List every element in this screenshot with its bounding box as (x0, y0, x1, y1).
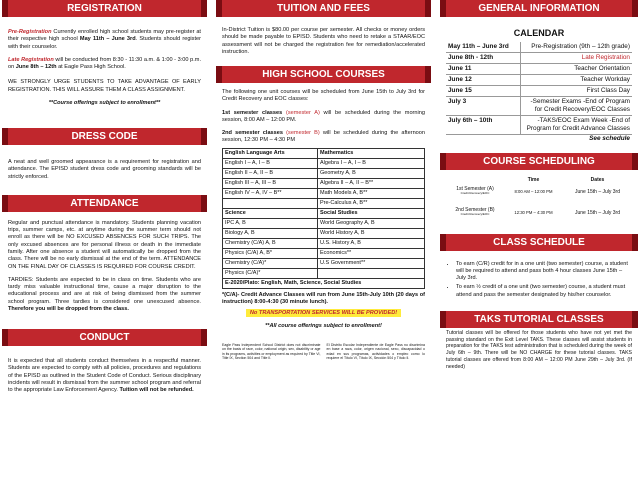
course-cell: Chemistry (C/A)* (223, 258, 318, 268)
attendance-header: ATTENDANCE (2, 195, 207, 212)
calendar-title: CALENDAR (513, 28, 565, 38)
conduct-header: CONDUCT (2, 329, 207, 346)
course-cell (223, 198, 318, 208)
course-cell: Chemistry (C/A) A, B (223, 238, 318, 248)
course-cell: English III – A, III – B (223, 178, 318, 188)
calendar-date: June 8th - 12th (446, 52, 520, 63)
table-row (223, 208, 425, 218)
early-registration-urge: WE STRONGLY URGE STUDENTS TO TAKE ADVANTAGE OF EARLY REGISTRATION. THIS WILL ASSURE THEM A CLASS ASSIGNMENT. (8, 79, 201, 93)
credit-advance-note: *(C/A)- Credit Advance Classes will run from June 15th-July 10th (20 days of instruction) 8:00-4:30 (30 minute lunch). (222, 291, 425, 305)
course-cell: English II – A, II – B (223, 168, 318, 178)
second-semester-text: 2nd semester classes (semester B) will be scheduled during the afternoon session, 12:30 PM – 4:30 PM (222, 130, 426, 144)
list-item: • To earn (C/R) credit for in a one unit (two semester) course, a student will be required to attend and pass both 4 hour classes June 15th – July 3rd. (456, 261, 632, 283)
schedule-row: 2nd Semester (B) Credit Recovery/EOC 12:30 PM – 4:30 PM June 15th – July 3rd (455, 206, 620, 217)
pre-registration-text: Pre-Registration Currently enrolled high school students may pre-register at their respective high school May 11th – June 3rd. Students should register with their counselor. (8, 29, 201, 50)
table-row (223, 188, 425, 198)
calendar-event: Late Registration (520, 52, 632, 63)
dress-code-header: DRESS CODE (2, 128, 207, 145)
course-cell: Social Studies (318, 208, 425, 218)
registration-header: REGISTRATION (2, 0, 207, 17)
offerings-note: **Course offerings subject to enrollment** (48, 99, 161, 106)
hs-courses-header: HIGH SCHOOL COURSES (216, 66, 431, 83)
legal-spanish: El Distrito Escolar Independiente de Eagle Pass no discrimina en base a raza, color, origen nacional, sexo, discapacidad o edad en sus programas, actividades o empleo como lo requiere el Título VI, Título IX, Sección 504 y Título II. (326, 342, 425, 360)
calendar-date: June 11 (446, 63, 520, 74)
table-row (223, 158, 425, 168)
calendar-date: June 12 (446, 74, 520, 85)
class-schedule-list (456, 261, 632, 299)
table-row (223, 198, 425, 208)
calendar-row (446, 52, 632, 63)
taks-header: TAKS TUTORIAL CLASSES (440, 311, 638, 328)
calendar-row (446, 63, 632, 74)
calendar-event: -Semester Exams -End of Program for Credit Recovery/EOC Classes (520, 96, 632, 115)
calendar-date: May 11th – June 3rd (446, 42, 520, 53)
all-offerings-note: **All course offerings subject to enrollment! (265, 323, 382, 330)
class-schedule-header: CLASS SCHEDULE (440, 234, 638, 251)
calendar-table (446, 42, 632, 135)
course-cell (318, 268, 425, 278)
course-scheduling-header: COURSE SCHEDULING (440, 153, 638, 170)
plato-row: E-2020/Plato: English, Math, Science, Social Studies (223, 278, 425, 288)
attendance-text: Regular and punctual attendance is mandatory. Students planning vacation trips, summer camps, etc. at anytime during the summer term should not enroll as there will be NO EXCUSED ABSENCES FOR SUCH TRIPS. The only excused absences are for personal illness or death in the immediate family. After one absence a student will automatically be dropped from the class. There will be no early dismissal at the end of the term. ATTENDANCE ON THE FINAL DAY OF CLASSES IS REQUIRED FOR COURSE CREDIT. (8, 219, 201, 270)
taks-text: Tutorial classes will be offered for those students who have not yet met the passing standard on the Exit Level TAKS. These classes will assist students in preparation for the TAKS test administration that is scheduled during the week of July 6th – 9th. There will be NO CHARGE for these tutorial classes. TAKS tutorial classes are offered from 8:00 AM – 12:00 PM June 29th – July 3rd. (If needed) (446, 329, 632, 370)
course-cell: U.S. History A, B (318, 238, 425, 248)
general-info-header: GENERAL INFORMATION (440, 0, 638, 17)
calendar-date: June 15 (446, 85, 520, 96)
table-row (223, 268, 425, 278)
course-cell: U.S Government** (318, 258, 425, 268)
schedule-table (446, 176, 632, 220)
legal-english: Eagle Pass Independent School District does not discriminate on the basis of race, color, national origin, sex, disability or age in its programs, activities or employment as required by Title VI, Title IX, Section 504 and Title II. (222, 342, 321, 360)
courses-table (222, 148, 425, 289)
course-cell: Pre-Calculus A, B** (318, 198, 425, 208)
course-cell: IPC A, B (223, 218, 318, 228)
course-cell: English I – A, I – B (223, 158, 318, 168)
table-row (223, 238, 425, 248)
schedule-row: 1st Semester (A) Credit Recovery/EOC 8:00 AM – 12:00 PM June 15th – July 3rd (456, 185, 620, 196)
course-cell: English Language Arts (223, 148, 318, 158)
course-cell: Algebra II – A, II – B** (318, 178, 425, 188)
course-cell: English IV – A, IV – B** (223, 188, 318, 198)
table-row (223, 178, 425, 188)
calendar-date: July 3 (446, 96, 520, 115)
course-cell: Physics (C/A)* (223, 268, 318, 278)
legal-notices (222, 343, 425, 361)
calendar-event: Teacher Orientation (520, 63, 632, 74)
calendar-row (446, 42, 632, 53)
transport-banner: No TRANSPORTATION SERVICES WILL BE PROVIDED! (222, 310, 425, 317)
calendar-event: First Class Day (520, 85, 632, 96)
dress-code-text: A neat and well groomed appearance is a requirement for registration and attendance. The EPISD student dress code and grooming standards will be strictly enforced. (8, 159, 201, 180)
course-cell: World History A, B (318, 228, 425, 238)
middle-column (216, 0, 431, 360)
time-col-header: Time (527, 177, 540, 184)
course-cell: Economics** (318, 248, 425, 258)
calendar-row (446, 115, 632, 134)
calendar-event: -TAKS/EOC Exam Week -End of Program for Credit Advance Classes (520, 115, 632, 134)
see-schedule: See schedule (589, 134, 630, 142)
course-cell: World Geography A, B (318, 218, 425, 228)
tardies-text: TARDIES: Students are expected to be in class on time. Students who are tardy miss valuable instructional time, cause a major disruption to the educational process and are at risk of being dismissed from the summer school program. Three tardies is considered one unexcused absence. Therefore you will be dropped from the class. (8, 276, 201, 312)
calendar-date: July 6th – 10th (446, 115, 520, 134)
conduct-text: It is expected that all students conduct themselves in a respectful manner. Students are expected to comply with all policies, procedures and regulations of the EPISD as outlined in the Student Code of Conduct. Serious disciplinary incidents will result in dismissal from the summer school program and referral to the appropriate Law Enforcement Agency. Tuition will not be refunded. (8, 358, 201, 394)
calendar-row (446, 74, 632, 85)
course-cell: Math Models A, B** (318, 188, 425, 198)
list-item: • To earn ½ credit of a one unit (two semester) course, a student must attend and pass the semester designated by his/her counselor. (456, 284, 632, 299)
calendar-row (446, 96, 632, 115)
left-column (2, 0, 207, 394)
dates-col-header: Dates (590, 177, 605, 184)
calendar-row (446, 85, 632, 96)
table-row (223, 148, 425, 158)
tuition-text: In-District Tuition is $80.00 per course per semester. All checks or money orders should be made payable to EPISD. Students who need to retake a STAAR/EOC assessment will not be charged the registration fee for remediation/accelerated instruction. (222, 27, 425, 55)
course-cell: Science (223, 208, 318, 218)
table-row (223, 218, 425, 228)
table-row (223, 258, 425, 268)
table-row (223, 168, 425, 178)
courses-intro: The following one unit courses will be scheduled from June 15th to July 3rd for Credit Recovery and EOC classes: (222, 89, 425, 103)
late-registration-text: Late Registration will be conducted from 8:30 - 11:30 a.m. & 1:00 - 3:00 p.m. on June 8th – 12th at Eagle Pass High School. (8, 56, 201, 71)
table-row (223, 248, 425, 258)
first-semester-text: 1st semester classes (semester A) will be scheduled during the morning session, 8:00 AM – 12:00 PM. (222, 109, 425, 123)
calendar-event: Pre-Registration (9th – 12th grade) (520, 42, 632, 53)
course-cell: Algebra I – A, I – B (318, 158, 425, 168)
tuition-header: TUITION AND FEES (216, 0, 431, 17)
course-cell: Physics (C/A) A, B* (223, 248, 318, 258)
course-cell: Mathematics (318, 148, 425, 158)
course-cell: Biology A, B (223, 228, 318, 238)
calendar-event: Teacher Workday (520, 74, 632, 85)
course-cell: Geometry A, B (318, 168, 425, 178)
table-row (223, 228, 425, 238)
right-column (440, 0, 638, 370)
